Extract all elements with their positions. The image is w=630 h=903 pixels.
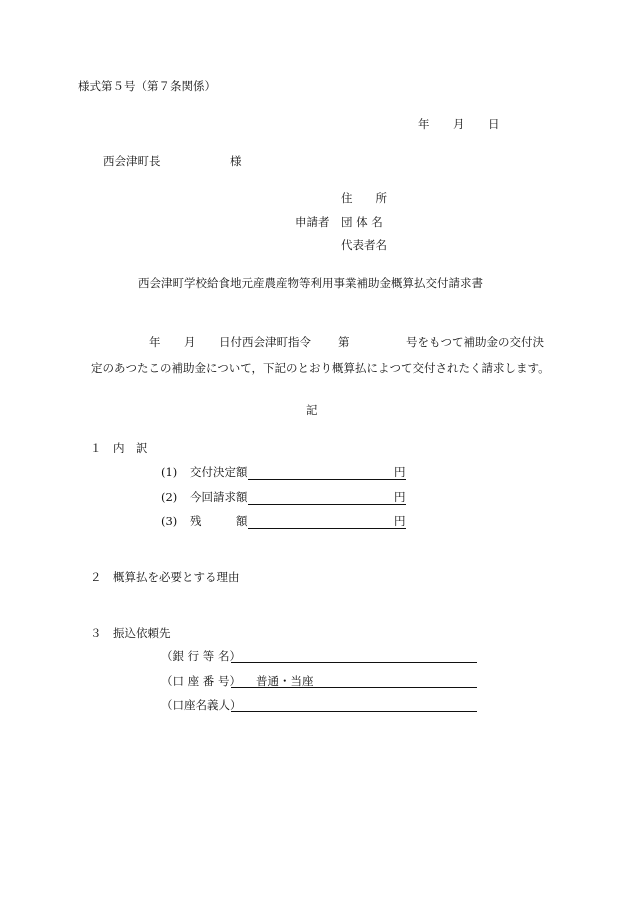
date-month: 月 (453, 117, 465, 131)
item3-num: (3) (161, 514, 178, 528)
document-title: 西会津町学校給食地元産農産物等利用事業補助金概算払交付請求書 (138, 276, 483, 290)
item2-num: (2) (161, 490, 178, 504)
item2-unit: 円 (394, 490, 406, 504)
body-dai: 第 (338, 335, 350, 349)
item2-amount-line[interactable] (248, 504, 406, 505)
account-label: （口 座 番 号） (161, 674, 241, 688)
item1-label: 交付決定額 (190, 465, 248, 479)
section3-heading: ３ 振込依頼先 (90, 626, 171, 640)
account-type[interactable]: 普通・当座 (256, 674, 314, 688)
addressee-honorific: 様 (230, 154, 242, 168)
applicant-label: 申請者 (295, 215, 330, 229)
bank-line[interactable] (231, 662, 477, 663)
form-number: 様式第５号（第７条関係） (78, 79, 216, 93)
account-line[interactable] (231, 687, 477, 688)
applicant-group-label: 団 体 名 (341, 215, 383, 229)
item1-unit: 円 (394, 465, 406, 479)
addressee-name: 西会津町長 (103, 154, 161, 168)
ki-heading: 記 (306, 403, 318, 417)
section2-heading: ２ 概算払を必要とする理由 (90, 570, 240, 584)
holder-label: （口座名義人） (161, 698, 242, 712)
body-year: 年 (149, 335, 161, 349)
date-day: 日 (488, 117, 500, 131)
item3-label: 残 額 (190, 514, 248, 528)
applicant-rep-label: 代表者名 (341, 238, 387, 252)
applicant-address-label: 住 所 (341, 191, 387, 205)
body-month: 月 (184, 335, 196, 349)
item1-num: (1) (161, 465, 178, 479)
item3-amount-line[interactable] (248, 528, 406, 529)
body-line2: 定のあつたこの補助金について，下記のとおり概算払によつて交付されたく請求します。 (91, 361, 550, 375)
item3-unit: 円 (394, 514, 406, 528)
item1-amount-line[interactable] (248, 479, 406, 480)
item2-label: 今回請求額 (190, 490, 248, 504)
bank-label: （銀 行 等 名） (161, 649, 241, 663)
body-decision: 日付西会津町指令 (219, 335, 311, 349)
holder-line[interactable] (231, 711, 477, 712)
section1-heading: １ 内 訳 (90, 441, 148, 455)
date-year: 年 (418, 117, 430, 131)
body-rest: 号をもつて補助金の交付決 (406, 335, 544, 349)
